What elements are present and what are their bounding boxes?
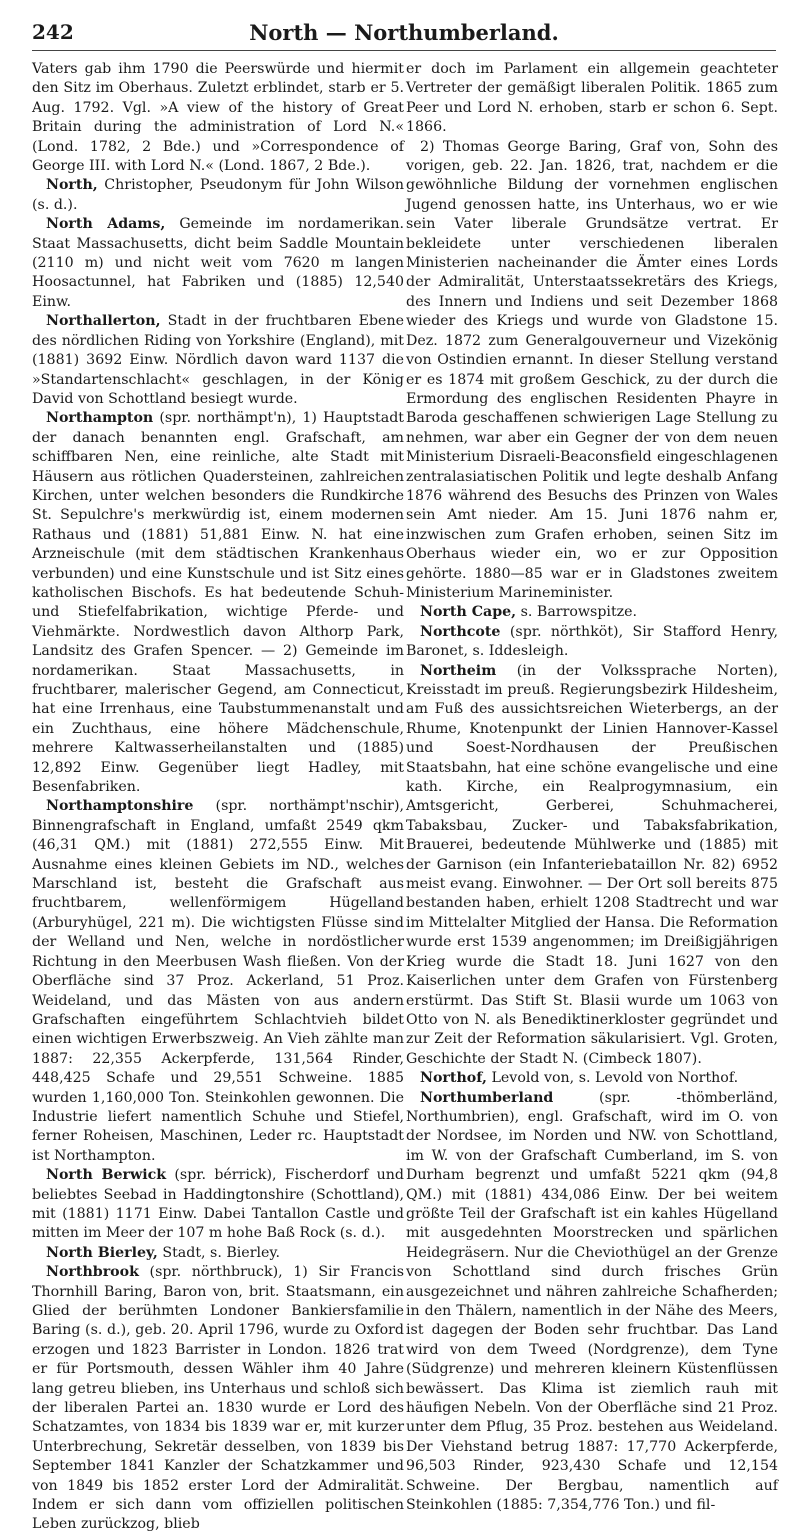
running-head: North — Northumberland. (249, 20, 559, 45)
entry-headword: North Berwick (46, 1167, 167, 1184)
entry-headword: North Cape, (420, 604, 517, 621)
dictionary-entry (406, 603, 778, 622)
dictionary-entry (32, 409, 404, 797)
dictionary-entry (32, 1166, 404, 1244)
entry-text: (spr. nörthbruck), 1) Sir Francis Thornhill Baring, Baron von, brit. Staatsmann, ein Glied der berühmten Londoner Bankiersfamilie Baring (s. d.), geb. 20. April 1796, wurde zu Oxford erzogen und 1823 Barrister in London. 1826 trat er für Portsmouth, dessen Wähler ihm 40 Jahre lang getreu blieben, ins Unterhaus und schloß sich der liberalen Partei an. 1830 wurde er Lord des Schatzamtes, von 1834 bis 1839 war er, mit kurzer Unterbrechung, Sekretär desselben, von 1839 bis September 1841 Kanzler der Schatzkammer und von 1849 bis 1852 erster Lord der Admiralität. Indem er sich dann vom offiziellen politischen Leben zurückzog, blieb (32, 1264, 404, 1533)
entry-headword: North, (46, 177, 98, 194)
dictionary-entry (406, 623, 778, 662)
dictionary-entry (32, 1263, 404, 1535)
entry-text: (spr. -thömberländ, Northumbrien), engl. Grafschaft, wird im O. von der Nordsee, im Norden und NW. von Schottland, im W. von der Grafschaft Cumberland, im S. von Durham begrenzt und umfaßt 5221 qkm (94,8 QM.) mit (1881) 434,086 Einw. Der bei weitem größte Teil der Grafschaft ist ein kahles Hügelland mit ausgedehnten Moorstrecken und spärlichen Heidegräsern. Nur die Cheviothügel an der Grenze von Schottland sind durch frisches Grün ausgezeichnet und nähren zahlreiche Schafherden; in den Thälern, namentlich in der Nähe des Meers, ist dagegen der Boden sehr fruchtbar. Das Land wird von dem Tweed (Nordgrenze), dem Tyne (Südgrenze) und mehreren kleinern Küstenflüssen bewässert. Das Klima ist ziemlich rauh mit häufigen Nebeln. Von der Oberfläche sind 21 Proz. unter dem Pflug, 35 Proz. bestehen aus Weideland. Der Viehstand betrug 1887: 17,770 Ackerpferde, 96,503 Rinder, 923,430 Schafe und 12,154 Schweine. Der Bergbau, namentlich auf Steinkohlen (1885: 7,354,776 Ton.) und fil- (406, 1089, 778, 1514)
entry-headword: Northbrook (46, 1264, 139, 1281)
entry-headword: Northcote (420, 623, 501, 640)
entry-continuation (406, 138, 778, 604)
entry-text: Gemeinde im nordamerikan. Staat Massachusetts, dicht beim Saddle Mountain (2110 m) und nicht weit vom 7620 m langen Hoosactunnel, hat Fabriken und (1885) 12,540 Einw. (32, 216, 404, 310)
entry-continuation (32, 60, 404, 176)
dictionary-entry (406, 1069, 778, 1088)
entry-headword: Northallerton, (46, 313, 161, 330)
entry-text: (spr. nörthköt), Sir Stafford Henry, Baronet, s. Iddesleigh. (406, 623, 778, 660)
entry-headword: Northamptonshire (46, 798, 194, 815)
left-column (32, 60, 404, 1535)
entry-text: (spr. northämpt'n), 1) Hauptstadt der danach benannten engl. Grafschaft, am schiffbaren Nen, eine reinliche, alte Stadt mit Häusern aus rötlichen Quadersteinen, zahlreichen Kirchen, unter welchen besonders die Rundkirche St. Sepulchre's merkwürdig ist, einem modernen Rathaus und (1881) 51,881 Einw. N. hat eine Arzneischule (mit dem städtischen Krankenhaus verbunden) und eine Kunstschule und ist Sitz eines katholischen Bischofs. Es hat bedeutende Schuh- und Stiefelfabrikation, wichtige Pferde- und Viehmärkte. Nordwestlich davon Althorp Park, Landsitz des Grafen Spencer. — 2) Gemeinde im nordamerikan. Staat Massachusetts, in fruchtbarer, malerischer Gegend, am Connecticut, hat eine Irrenhaus, eine Taubstummenanstalt und ein Zuchthaus, eine höhere Mädchenschule, mehrere Kaltwasserheilanstalten und (1885) 12,892 Einw. Gegenüber liegt Hadley, mit Besenfabriken. (32, 410, 404, 796)
dictionary-entry (32, 176, 404, 215)
dictionary-entry (32, 312, 404, 409)
entry-text: er doch im Parlament ein allgemein geachteter Vertreter der gemäßigt liberalen Politik. 1865 zum Peer und Lord N. erhoben, starb er schon 6. Sept. 1866. (406, 61, 778, 136)
entry-headword: Northeim (420, 662, 497, 679)
dictionary-entry (32, 1244, 404, 1263)
entry-text: Levold von, s. Levold von Northof. (491, 1070, 739, 1087)
dictionary-entry (32, 797, 404, 1166)
entry-headword: Northof, (420, 1070, 487, 1087)
right-column (406, 60, 778, 1515)
page-header (32, 8, 776, 51)
entry-text: (in der Volkssprache Norten), Kreisstadt im preuß. Regierungsbezirk Hildesheim, am Fuß des aussichtsreichen Wieterbergs, an der Rhume, Knotenpunkt der Linien Hannover-Kassel und Soest-Nordhausen der Preußischen Staatsbahn, hat eine schöne evangelische und eine kath. Kirche, ein Realprogymnasium, ein Amtsgericht, Gerberei, Schuhmacherei, Tabaksbau, Zucker- und Tabaksfabrikation, Brauerei, bedeutende Mühlwerke und (1885) mit der Garnison (ein Infanteriebataillon Nr. 82) 6952 meist evang. Einwohner. — Der Ort soll bereits 875 bestanden haben, erhielt 1208 Stadtrecht und war im Mittelalter Mitglied der Hansa. Die Reformation wurde erst 1539 angenommen; im Dreißigjährigen Krieg wurde die Stadt 18. Juni 1627 von den Kaiserlichen unter dem Grafen von Fürstenberg erstürmt. Das Stift St. Blasii wurde um 1063 von Otto von N. als Benediktinerkloster gegründet und zur Zeit der Reformation säkularisiert. Vgl. Groten, Geschichte der Stadt N. (Cimbeck 1807). (406, 662, 779, 1067)
entry-continuation (406, 60, 778, 138)
entry-headword: Northumberland (420, 1089, 554, 1106)
page-number: 242 (32, 20, 74, 44)
entry-text: Stadt, s. Bierley. (162, 1244, 281, 1261)
entry-text: Vaters gab ihm 1790 die Peerswürde und hiermit den Sitz im Oberhaus. Zuletzt erblindet, starb er 5. Aug. 1792. Vgl. »A view of the history of Great Britain during the administration of Lord N.« (Lond. 1782, 2 Bde.) und »Correspondence of George III. with Lord N.« (Lond. 1867, 2 Bde.). (32, 61, 404, 175)
dictionary-entry (32, 215, 404, 312)
entry-text: s. Barrowspitze. (520, 604, 638, 621)
dictionary-entry (406, 662, 778, 1070)
entry-headword: North Bierley, (46, 1244, 158, 1261)
entry-headword: Northampton (46, 410, 154, 427)
entry-text: 2) Thomas George Baring, Graf von, Sohn des vorigen, geb. 22. Jan. 1826, trat, nachdem er die gewöhnliche Bildung der vornehmen englischen Jugend genossen hatte, ins Unterhaus, wo er wie sein Vater liberale Grundsätze vertrat. Er bekleidete unter verschiedenen liberalen Ministerien nacheinander die Ämter eines Lords der Admiralität, Unterstaatssekretärs des Kriegs, des Innern und Indiens und seit Dezember 1868 wieder des Kriegs und wurde von Gladstone 15. Dez. 1872 zum Generalgouverneur und Vizekönig von Ostindien ernannt. In dieser Stellung verstand er es 1874 mit großem Geschick, zu der durch die Ermordung des englischen Residenten Phayre in Baroda geschaffenen schwierigen Lage Stellung zu nehmen, war aber ein Gegner der von dem neuen Ministerium Disraeli-Beaconsfield eingeschlagenen zentralasiatischen Politik und legte deshalb Anfang 1876 während des Besuchs des Prinzen von Wales sein Amt nieder. Am 15. Juni 1876 nahm er, inzwischen zum Grafen erhoben, seinen Sitz im Oberhaus wieder ein, wo er zur Opposition gehörte. 1880—85 war er in Gladstones zweitem Ministerium Marineminister. (406, 138, 778, 601)
entry-text: (spr. bérrick), Fischerdorf und beliebtes Seebad in Haddingtonshire (Schottland), mit (1881) 1171 Einw. Dabei Tantallon Castle und mitten im Meer der 107 m hohe Baß Rock (s. d.). (32, 1167, 405, 1242)
dictionary-entry (406, 1089, 778, 1516)
entry-text: Christopher, Pseudonym für John Wilson (s. d.). (32, 177, 404, 213)
entry-text: Stadt in der fruchtbaren Ebene des nördlichen Riding von Yorkshire (England), mit (1881) 3692 Einw. Nördlich davon ward 1137 die »Standartenschlacht« geschlagen, in der König David von Schottland besiegt wurde. (32, 313, 404, 407)
entry-headword: North Adams, (46, 216, 166, 233)
entry-text: (spr. northämpt'nschir), Binnengrafschaft in England, umfaßt 2549 qkm (46,31 QM.) mit (1881) 272,555 Einw. Mit Ausnahme eines kleinen Gebiets im ND., welches Marschland ist, besteht die Grafschaft aus fruchtbarem, wellenförmigem Hügelland (Arburyhügel, 221 m). Die wichtigsten Flüsse sind der Welland und Nen, welche in nordöstlicher Richtung in den Meerbusen Wash fließen. Von der Oberfläche sind 37 Proz. Ackerland, 51 Proz. Weideland, und das Mästen von aus andern Grafschaften eingeführtem Schlachtvieh bildet einen wichtigen Erwerbszweig. An Vieh zählte man 1887: 22,355 Ackerpferde, 131,564 Rinder, 448,425 Schafe und 29,551 Schweine. 1885 wurden 1,160,000 Ton. Steinkohlen gewonnen. Die Industrie liefert namentlich Schuhe und Stiefel, ferner Roheisen, Maschinen, Leder rc. Hauptstadt ist Northampton. (32, 798, 405, 1164)
